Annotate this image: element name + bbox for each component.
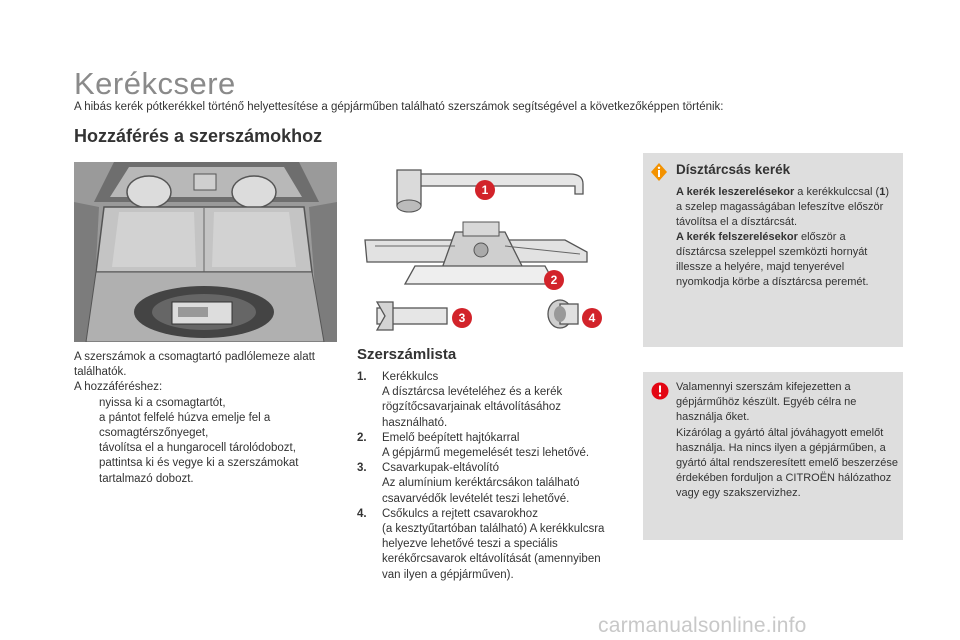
callout-3-label: 3: [458, 311, 466, 325]
tool-list-title: Szerszámlista: [357, 346, 457, 363]
trunk-photo: [74, 162, 337, 342]
refit-label: A kerék felszerelésekor: [676, 231, 798, 243]
access-step: [74, 396, 349, 411]
access-step-text: pattintsa ki és vegye ki a szerszámokat tartalmazó dobozt.: [99, 457, 299, 485]
warning-icon: [651, 382, 669, 400]
access-step-text: a pántot felfelé húzva emelje fel a csomagtérszőnyeget,: [99, 411, 271, 440]
tool-item: [357, 461, 612, 507]
refit-text: először a dísztárcsa szeleppel szemközti hornyát illessze a helyére, majd tenyerével nyomkodja körbe a dísztárcsa peremét.: [676, 231, 869, 288]
page-subtitle: A hibás kerék pótkerékkel történő helyettesítése a gépjárműben található szerszámok segítségével a következőképpen történik:: [74, 101, 724, 113]
tool-list: [357, 370, 612, 583]
socket-image: [548, 300, 578, 328]
callout-2-label: 2: [550, 273, 558, 287]
callout-1: [475, 180, 495, 200]
callout-1-label: 1: [481, 183, 489, 197]
access-intro-2: A hozzáféréshez:: [74, 381, 163, 394]
callout-4-label: 4: [588, 311, 596, 325]
info-icon: [651, 163, 667, 181]
access-steps-list: [74, 396, 349, 487]
tool-item-desc: A gépjármű megemelését teszi lehetővé.: [382, 447, 590, 460]
tool-item-desc: (a kesztyűtartóban található) A kerékkulcsra helyezve lehetővé teszi a speciális kerékőrcsavarok eltávolítását (amennyiben van ilyen a gépjárműven).: [382, 523, 605, 581]
callout-4: [582, 308, 602, 328]
warning-text-1: Valamennyi szerszám kifejezetten a gépjárműhöz készült. Egyéb célra ne használja őket.: [676, 381, 857, 424]
watermark: carmanualsonline.info: [598, 614, 807, 637]
tool-item-name: Csavarkupak-eltávolító: [382, 462, 499, 475]
tool-item: [357, 507, 612, 583]
callout-3: [452, 308, 472, 328]
tools-illustration: [355, 162, 605, 342]
warning-box: [643, 372, 903, 540]
access-step: [74, 456, 349, 486]
warning-text-2: Kizárólag a gyártó által jóváhagyott emelőt használja. Ha nincs ilyen a gépjárműben, a gyártó által rendszeresített emelő beszerzése érdekében forduljon a CITROËN hálózathoz vagy egy szakszervizhez.: [676, 426, 898, 500]
callout-2: [544, 270, 564, 290]
access-section-title: Hozzáférés a szerszámokhoz: [74, 126, 323, 146]
cap-remover-image: [377, 302, 447, 330]
tool-item-name: Csőkulcs a rejtett csavarokhoz: [382, 507, 538, 520]
tool-item-name: Emelő beépített hajtókarral: [382, 431, 520, 444]
remove-text-a: a kerékkulccsal (: [794, 186, 880, 198]
tool-item-desc: A dísztárcsa levételéhez és a kerék rögzítőcsavarjainak eltávolításához használható.: [382, 386, 563, 429]
warning-text: [676, 380, 898, 502]
tool-item-number: 4.: [357, 507, 367, 520]
remove-text-b: ) a szelep magasságában lefeszítve először távolítsa el a dísztárcsát.: [676, 186, 890, 228]
tool-item: [357, 370, 612, 431]
tool-item-number: 2.: [357, 431, 367, 444]
tool-item: [357, 431, 612, 461]
access-step: [74, 441, 349, 456]
access-instructions: [74, 350, 349, 487]
page-title: Kerékcsere: [74, 66, 236, 101]
access-step-text: nyissa ki a csomagtartót,: [99, 396, 226, 409]
remove-label: A kerék leszerelésekor: [676, 186, 795, 198]
remove-ref: 1: [879, 186, 886, 198]
access-step-text: távolítsa el a hungarocell tárolódobozt,: [99, 442, 296, 455]
info-box: [643, 153, 903, 347]
tool-item-number: 1.: [357, 371, 367, 383]
access-intro-1: A szerszámok a csomagtartó padlólemeze alatt találhatók.: [74, 351, 315, 379]
tool-item-number: 3.: [357, 462, 367, 475]
tool-item-name: Kerékkulcs: [382, 371, 439, 383]
tool-item-desc: Az alumínium keréktárcsákon található csavarvédők levételét teszi lehetővé.: [382, 477, 580, 505]
info-box-title: Dísztárcsás kerék: [676, 162, 791, 177]
access-step: [74, 411, 349, 441]
info-box-text: [676, 185, 898, 290]
